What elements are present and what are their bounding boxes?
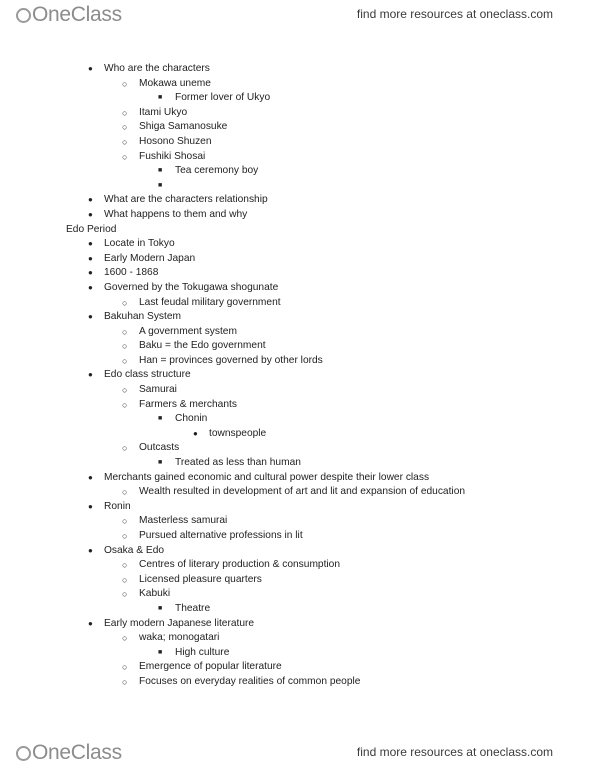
- list-item-text: Masterless samurai: [139, 515, 228, 527]
- bullet-icon: ●: [88, 239, 93, 249]
- bullet-icon: ●: [88, 282, 93, 292]
- bullet-icon: ■: [158, 604, 163, 612]
- bullet-icon: ○: [122, 676, 128, 687]
- bullet-icon: ○: [122, 487, 128, 498]
- bullet-icon: ●: [193, 428, 198, 438]
- list-item: [0, 441, 595, 456]
- list-item: [0, 544, 595, 559]
- bullet-icon: ○: [122, 560, 128, 571]
- bullet-icon: ●: [88, 64, 93, 73]
- list-item-text: Baku = the Edo government: [139, 340, 266, 352]
- list-item-text: A government system: [139, 325, 237, 337]
- list-item-text: Wealth resulted in development of art and lit and expansion of education: [139, 486, 466, 498]
- list-item-text: Tea ceremony boy: [175, 165, 259, 177]
- bullet-icon: ○: [122, 385, 128, 396]
- list-item: [0, 325, 595, 340]
- list-item-text: What are the characters relationship: [104, 194, 268, 206]
- list-item-text: Merchants gained economic and cultural power despite their lower class: [104, 471, 430, 483]
- oneclass-logo[interactable]: [16, 741, 122, 765]
- list-item: [0, 120, 595, 135]
- oneclass-logo[interactable]: [16, 3, 122, 27]
- list-item-text: townspeople: [209, 427, 267, 439]
- bullet-icon: ●: [88, 268, 93, 278]
- header-tagline-link[interactable]: find more resources at oneclass.com: [356, 7, 553, 21]
- list-item: [0, 150, 595, 165]
- list-item-text: Emergence of popular literature: [139, 661, 282, 673]
- bullet-icon: ○: [122, 151, 128, 162]
- bullet-icon: ■: [158, 167, 163, 175]
- logo-ring-icon: [16, 8, 31, 23]
- bullet-icon: ○: [122, 136, 128, 147]
- list-item-text: Ronin: [104, 500, 131, 512]
- list-item: [0, 193, 595, 208]
- list-item-text: Edo class structure: [104, 369, 191, 381]
- list-item-text: Licensed pleasure quarters: [139, 573, 262, 585]
- logo-text: OneClass: [32, 3, 122, 26]
- list-item-text: Samurai: [139, 384, 177, 396]
- list-item: [0, 675, 595, 690]
- list-item-text: High culture: [175, 646, 230, 658]
- bullet-icon: ■: [158, 415, 163, 423]
- list-item-text: Kabuki: [139, 588, 171, 600]
- bullet-icon: ●: [88, 195, 93, 205]
- list-item-text: Theatre: [175, 602, 211, 614]
- list-item: [0, 631, 595, 646]
- list-item: [0, 471, 595, 486]
- list-item: [0, 135, 595, 150]
- list-item-text: Edo Period: [66, 223, 117, 235]
- list-item-text: Former lover of Ukyo: [175, 92, 271, 104]
- list-item: [0, 62, 595, 77]
- list-item: [0, 514, 595, 529]
- list-item-text: Mokawa uneme: [139, 77, 211, 89]
- logo-text: OneClass: [32, 741, 122, 764]
- list-item-text: Treated as less than human: [175, 457, 301, 469]
- bullet-icon: ○: [122, 531, 128, 541]
- list-item: [0, 485, 595, 500]
- list-item-text: Locate in Tokyo: [104, 238, 175, 250]
- bullet-icon: ●: [88, 545, 93, 555]
- list-item: [0, 252, 595, 267]
- bullet-icon: ●: [88, 312, 93, 322]
- bullet-icon: ○: [122, 443, 128, 454]
- bullet-icon: ○: [122, 78, 128, 89]
- list-item-text: Shiga Samanosuke: [139, 121, 228, 133]
- list-item-text: Han = provinces governed by other lords: [139, 354, 323, 366]
- list-item: [0, 660, 595, 675]
- bullet-icon: ○: [122, 516, 128, 527]
- list-item: [0, 208, 595, 223]
- list-item: [0, 368, 595, 383]
- list-item-text: 1600 - 1868: [104, 267, 159, 279]
- list-item: [0, 281, 595, 296]
- bullet-icon: ○: [122, 355, 128, 366]
- bullet-icon: ●: [88, 618, 93, 628]
- page-footer: [0, 738, 595, 768]
- list-item-text: Itami Ukyo: [139, 106, 188, 118]
- list-item: [0, 529, 595, 544]
- list-item: [0, 646, 595, 661]
- list-item: [0, 354, 595, 369]
- list-item: [0, 456, 595, 471]
- list-item-text: What happens to them and why: [104, 208, 248, 220]
- bullet-icon: ○: [122, 589, 128, 600]
- list-item-text: waka; monogatari: [139, 632, 220, 644]
- page-header: [0, 0, 595, 30]
- list-item-text: Last feudal military government: [139, 296, 281, 308]
- bullet-icon: ■: [158, 459, 163, 467]
- list-item: [0, 500, 595, 515]
- list-item-text: Who are the characters: [104, 63, 210, 74]
- list-item: [0, 179, 595, 194]
- bullet-icon: ●: [88, 370, 93, 380]
- bullet-icon: ■: [158, 648, 163, 656]
- bullet-icon: ○: [122, 341, 128, 352]
- list-item-text: Bakuhan System: [104, 311, 182, 323]
- bullet-icon: ●: [88, 501, 93, 511]
- list-item: [0, 398, 595, 413]
- logo-ring-icon: [16, 746, 31, 761]
- list-item-text: Fushiki Shosai: [139, 150, 206, 162]
- bullet-icon: ○: [122, 662, 128, 673]
- list-item: [0, 427, 595, 442]
- list-item-text: Focuses on everyday realities of common people: [139, 675, 361, 687]
- bullet-icon: ●: [88, 253, 93, 263]
- list-item: [0, 223, 595, 238]
- list-item: [0, 266, 595, 281]
- list-item: [0, 602, 595, 617]
- list-item: [0, 91, 595, 106]
- bullet-icon: ●: [88, 472, 93, 482]
- list-item: [0, 339, 595, 354]
- bullet-icon: ■: [158, 94, 163, 102]
- list-item: [0, 587, 595, 602]
- list-item: [0, 310, 595, 325]
- bullet-icon: ○: [122, 107, 128, 118]
- list-item: [0, 412, 595, 427]
- list-item: [0, 296, 595, 311]
- list-item-text: Chonin: [175, 413, 208, 425]
- bullet-icon: ○: [122, 122, 128, 133]
- list-item: [0, 573, 595, 588]
- bullet-icon: ○: [122, 326, 128, 337]
- list-item-text: Governed by the Tokugawa shogunate: [104, 281, 279, 293]
- bullet-icon: ■: [158, 181, 163, 189]
- list-item-text: Pursued alternative professions in lit: [139, 530, 303, 541]
- list-item: [0, 558, 595, 573]
- bullet-icon: ○: [122, 633, 128, 644]
- list-item-text: Hosono Shuzen: [139, 135, 212, 147]
- footer-tagline-link[interactable]: find more resources at oneclass.com: [356, 745, 553, 759]
- bullet-icon: ○: [122, 399, 128, 410]
- bullet-icon: ○: [122, 297, 128, 308]
- notes-outline: [0, 62, 595, 690]
- bullet-icon: ○: [122, 574, 128, 585]
- list-item: [0, 617, 595, 632]
- list-item-text: Centres of literary production & consumption: [139, 559, 341, 571]
- list-item: [0, 106, 595, 121]
- list-item: [0, 383, 595, 398]
- list-item-text: Early Modern Japan: [104, 252, 196, 264]
- list-item-text: Osaka & Edo: [104, 544, 165, 556]
- list-item: [0, 164, 595, 179]
- list-item-text: Outcasts: [139, 442, 180, 454]
- list-item: [0, 77, 595, 92]
- list-item: [0, 237, 595, 252]
- bullet-icon: ●: [88, 209, 93, 219]
- list-item-text: Farmers & merchants: [139, 398, 237, 410]
- list-item-text: Early modern Japanese literature: [104, 617, 255, 629]
